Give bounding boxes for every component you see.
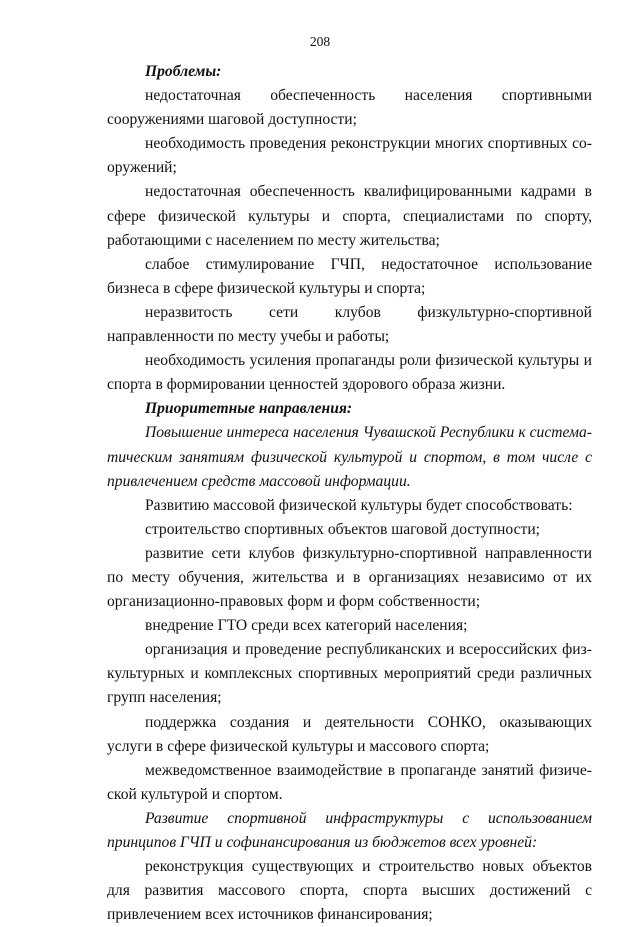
paragraph: слабое стимулирование ГЧП, недостаточное использование бизнеса в сфере физической культуры и спорта; [107,255,592,297]
paragraph: внедрение ГТО среди всех категорий населения; [145,617,468,635]
paragraph: развитие сети клубов физкультурно-спортивной направленности по месту обучения, жительства и в организациях независимо от их организационно-правовых форм и форм собственности; [107,544,592,611]
paragraph: поддержка создания и деятельности СОНКО, оказывающих услуги в сфере физической культуры и массового спорта; [107,713,592,755]
paragraph: организация и проведение республиканских и всероссийских физкультурных и комплексных спортивных мероприятий среди различных групп населения; [107,641,592,707]
section-heading-problems: Проблемы: [145,63,222,80]
italic-subheading: Развитие спортивной инфраструктуры с использованием принципов ГЧП и софинансирования из бюджетов всех уровней: [107,809,592,851]
paragraph: неразвитость сети клубов физкультурно-спортивной направленности по месту учебы и работы; [107,303,592,346]
paragraph: Развитию массовой физической культуры будет способствовать: [145,496,573,514]
paragraph: недостаточная обеспеченность населения спортивными сооружениями шаговой доступности; [107,87,592,129]
paragraph: необходимость усиления пропаганды роли физической культуры и спорта в формировании ценностей здорового образа жизни. [107,352,592,394]
paragraph: реконструкция существующих и строительство новых объектов для развития массового спорта, спорта высших достижений с привлечением всех источников финансирования; [107,858,592,924]
document-body [107,60,592,927]
page-number: 208 [309,34,331,49]
paragraph: недостаточная обеспеченность квалифицированными кадрами в сфере физической культуры и спорта, специалистами по спорту, работающими с населением по месту жительства; [107,183,592,249]
paragraph: межведомственное взаимодействие в пропаганде занятий физической культурой и спортом. [107,761,592,803]
section-heading-priorities: Приоритетные направления: [145,400,353,418]
paragraph: строительство спортивных объектов шаговой доступности; [145,520,541,538]
italic-subheading: Повышение интереса населения Чувашской Республики к систематическим занятиям физической культурой и спортом, в том числе с привлечением средств массовой информации. [107,424,592,490]
paragraph: необходимость проведения реконструкции многих спортивных сооружений; [107,135,592,177]
